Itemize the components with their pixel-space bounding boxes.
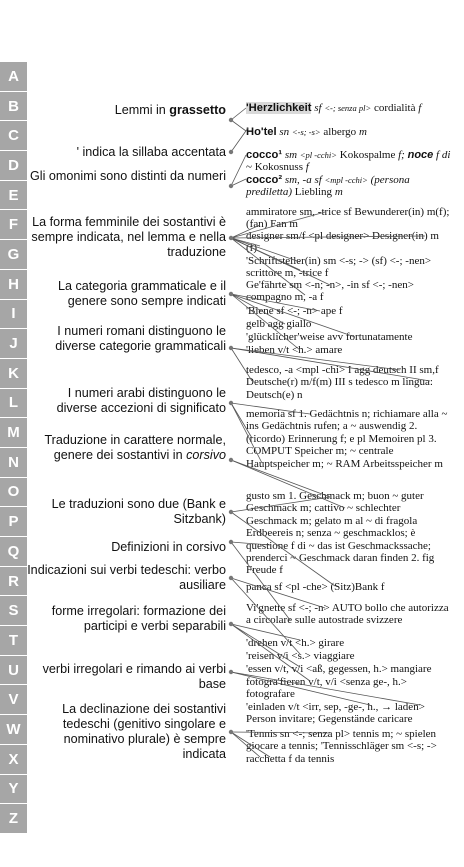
index-letter-h[interactable]: H bbox=[0, 270, 27, 300]
explanation-homonyms: Gli omonimi sono distinti da numeri bbox=[30, 169, 226, 183]
entry-biene: 'Biene sf <-; -n> ape f bbox=[246, 305, 343, 317]
index-letter-g[interactable]: G bbox=[0, 240, 27, 270]
index-letter-s[interactable]: S bbox=[0, 596, 27, 626]
index-letter-d[interactable]: D bbox=[0, 151, 27, 181]
explanation-arabic-numerals: I numeri arabi distinguono le diverse accezioni di significato bbox=[56, 386, 226, 415]
entry-gelb: gelb agg giallo bbox=[246, 318, 312, 330]
explanation-irregular-forms: forme irregolari: formazione dei participi e verbi separabili bbox=[51, 604, 226, 633]
index-letter-p[interactable]: P bbox=[0, 507, 27, 537]
index-letter-z[interactable]: Z bbox=[0, 804, 27, 834]
index-letter-i[interactable]: I bbox=[0, 300, 27, 330]
index-letter-o[interactable]: O bbox=[0, 478, 27, 508]
entry-vignette: Vi'gnette sf <-; -n> AUTO bollo che autorizza a circolare sulle autostrade svizzere bbox=[246, 602, 449, 627]
entry-fotografieren: fotogra'fieren v/t, v/i <senza ge-, h.> fotografare bbox=[246, 676, 407, 701]
index-letter-c[interactable]: C bbox=[0, 121, 27, 151]
entry-panca: panca sf <pl -che> (Sitz)Bank f bbox=[246, 581, 385, 593]
index-letter-t[interactable]: T bbox=[0, 626, 27, 656]
index-letter-j[interactable]: J bbox=[0, 329, 27, 359]
entry-schriftsteller: 'Schriftsteller(in) sm <-s; -> (sf) <-; -nen> scrittore m, -trice f bbox=[246, 255, 432, 280]
index-letter-v[interactable]: V bbox=[0, 685, 27, 715]
entry-cocco-2: cocco² sm, -a sf <mpl -cchi> (persona prediletta) Liebling m bbox=[246, 174, 410, 199]
entry-lieben: 'lieben v/t <h.> amare bbox=[246, 344, 343, 356]
entry-cocco-1: cocco¹ sm <pl -cchi> Kokospalme f; noce f di ~ Kokosnuss f bbox=[246, 149, 451, 174]
entry-hotel: Ho'tel sn <-s; -s> albergo m bbox=[246, 126, 367, 138]
index-letter-y[interactable]: Y bbox=[0, 775, 27, 805]
index-letter-u[interactable]: U bbox=[0, 656, 27, 686]
explanation-translation: Traduzione in carattere normale, genere dei sostantivi in corsivo bbox=[44, 433, 226, 462]
entry-ammiratore: ammiratore sm, -trice sf Bewunderer(in) m(f); (fan) Fan m bbox=[246, 206, 450, 231]
explanation-category: La categoria grammaticale e il genere sono sempre indicati bbox=[58, 279, 226, 308]
index-letter-l[interactable]: L bbox=[0, 389, 27, 419]
index-letter-e[interactable]: E bbox=[0, 181, 27, 211]
entry-gusto: gusto sm 1. Geschmack m; buon ~ guter Geschmack m; cattivo ~ schlechter Geschmack m; gelato m al ~ di fragola Erdbeereis n; senza ~ geschmacklos; è questione f di ~ das ist Geschmackssache; prenderci ~ Geschmack daran finden 2. fig Freude f bbox=[246, 490, 435, 577]
index-letter-f[interactable]: F bbox=[0, 210, 27, 240]
explanation-feminine: La forma femminile dei sostantivi è sempre indicata, nel lemma e nella traduzione bbox=[31, 215, 226, 259]
entry-gefaehrte: Ge'fährte sm <-n; -n>, -in sf <-; -nen> compagno m, -a f bbox=[246, 279, 414, 304]
entry-tedesco: tedesco, -a <mpl -chi> I agg deutsch II sm,f Deutsche(r) m/f(m) III s tedesco m lingua: Deutsch(e) n bbox=[246, 364, 439, 401]
entry-herzlichkeit: 'Herzlichkeit sf <-; senza pl> cordialità f bbox=[246, 102, 422, 114]
explanation-auxiliary-verb: Indicazioni sui verbi tedeschi: verbo ausiliare bbox=[27, 563, 226, 592]
entry-drehen: 'drehen v/t <h.> girare bbox=[246, 637, 345, 649]
explanation-bold-lemma: Lemmi in grassetto bbox=[114, 103, 226, 117]
entry-designer: designer sm/f <pl designer> Designer(in) m (f) bbox=[246, 230, 439, 255]
index-letter-k[interactable]: K bbox=[0, 359, 27, 389]
entry-essen: 'essen v/t, v/i <aß, gegessen, h.> mangiare bbox=[246, 663, 432, 675]
index-letter-w[interactable]: W bbox=[0, 715, 27, 745]
entry-tennis: 'Tennis sn <-; senza pl> tennis m; ~ spielen giocare a tennis; 'Tennisschläger sm <-s; -> racchetta f da tennis bbox=[246, 728, 437, 765]
entry-einladen: 'einladen v/t <irr, sep, -ge-, h., → laden> Person invitare; Gegenstände caricare bbox=[246, 701, 425, 726]
entry-gluecklicherweise: 'glücklicher'weise avv fortunatamente bbox=[246, 331, 413, 343]
explanation-roman-numerals: I numeri romani distinguono le diverse categorie grammaticali bbox=[55, 324, 226, 353]
entry-reisen: 'reisen v/i <s.> viaggiare bbox=[246, 650, 355, 662]
index-letter-q[interactable]: Q bbox=[0, 537, 27, 567]
index-letter-n[interactable]: N bbox=[0, 448, 27, 478]
index-letter-a[interactable]: A bbox=[0, 62, 27, 92]
explanation-declension: La declinazione dei sostantivi tedeschi (genitivo singolare e nominativo plurale) è sempre indicata bbox=[62, 702, 226, 761]
index-letter-m[interactable]: M bbox=[0, 418, 27, 448]
entry-memoria: memoria sf 1. Gedächtnis n; richiamare alla ~ ins Gedächtnis rufen; a ~ auswendig 2. (ricordo) Erinnerung f; e pl Memoiren pl 3. COMPUT Speicher m; ~ centrale Hauptspeicher m; ~ RAM Arbeitsspeicher m bbox=[246, 408, 448, 470]
explanation-definitions: Definizioni in corsivo bbox=[111, 540, 226, 554]
explanation-two-translations: Le traduzioni sono due (Bank e Sitzbank) bbox=[51, 497, 226, 526]
index-letter-b[interactable]: B bbox=[0, 92, 27, 122]
explanation-irregular-verbs: verbi irregolari e rimando ai verbi base bbox=[42, 662, 226, 691]
index-letter-r[interactable]: R bbox=[0, 567, 27, 597]
explanation-stress: ' indica la sillaba accentata bbox=[76, 145, 226, 159]
index-letter-x[interactable]: X bbox=[0, 745, 27, 775]
